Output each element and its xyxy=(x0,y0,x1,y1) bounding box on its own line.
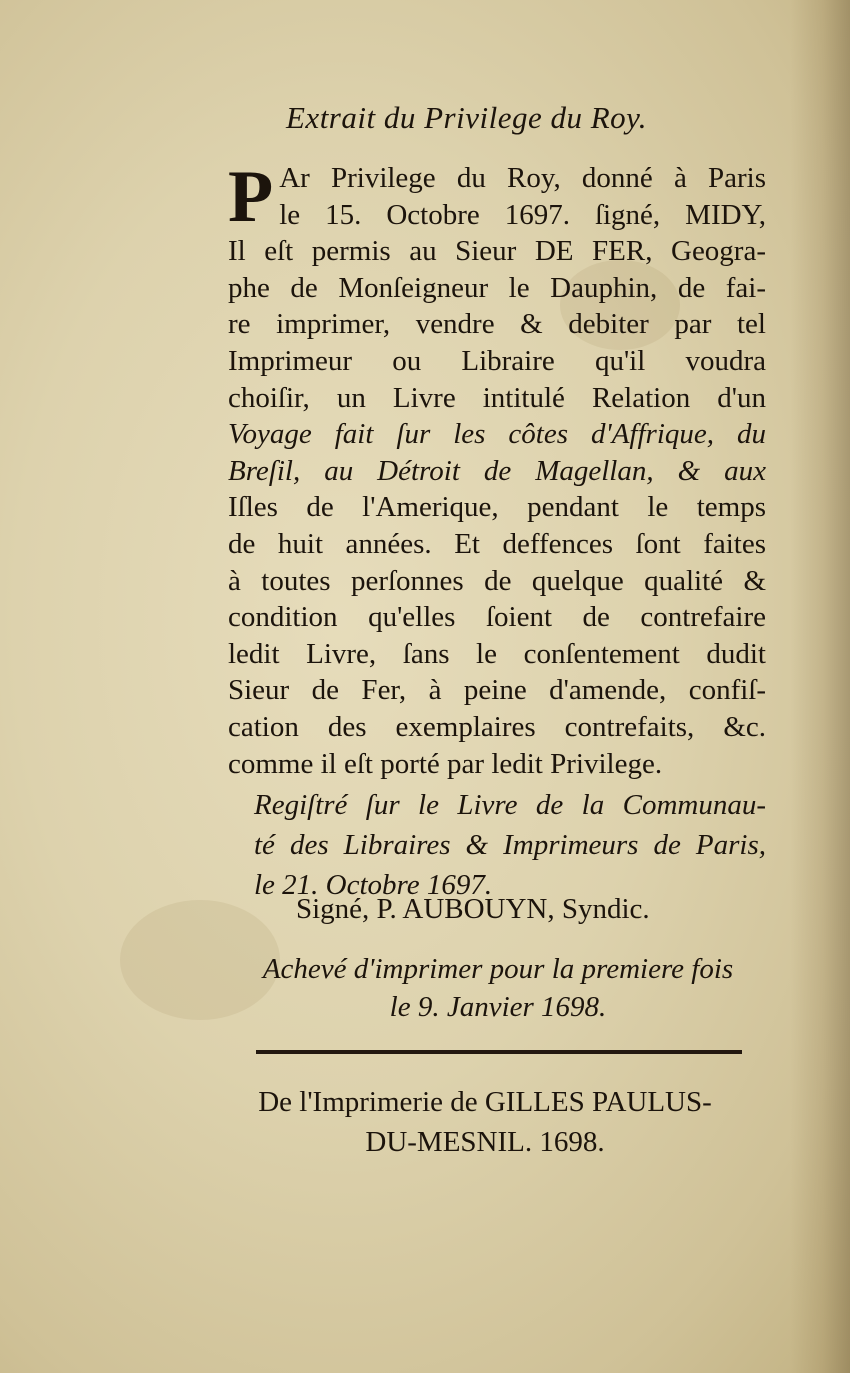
printing-completed-note xyxy=(228,950,768,1026)
privilege-line: comme il eſt porté par ledit Privilege. xyxy=(228,747,663,780)
imprint-line: De l'Imprimerie de GILLES PAULUS- xyxy=(258,1086,712,1118)
privilege-text xyxy=(228,156,766,782)
privilege-line: phe de Monſeigneur le Dauphin, de fai- xyxy=(228,271,766,304)
privilege-line: le 15. Octobre 1697. ſigné, MIDY, xyxy=(279,198,766,231)
privilege-line: Ar Privilege du Roy, donné à Paris xyxy=(279,162,766,194)
privilege-line: Voyage fait ſur les côtes d'Affrique, du xyxy=(228,418,766,451)
privilege-line: Iſles de l'Amerique, pendant le temps xyxy=(228,491,766,524)
registration-note xyxy=(254,785,766,905)
dropcap-letter: P xyxy=(228,156,274,238)
page-title: Extrait du Privilege du Roy. xyxy=(286,100,647,135)
privilege-line: re imprimer, vendre & debiter par tel xyxy=(228,308,766,341)
privilege-line: Sieur de Fer, à peine d'amende, confiſ- xyxy=(228,674,766,707)
page-edge-shadow xyxy=(790,0,850,1373)
privilege-line: condition qu'elles ſoient de contrefaire xyxy=(228,601,766,634)
acheve-line: Achevé d'imprimer pour la premiere fois xyxy=(262,953,734,985)
acheve-line: le 9. Janvier 1698. xyxy=(389,991,607,1023)
printer-imprint xyxy=(200,1082,770,1162)
privilege-line: Il eſt permis au Sieur DE FER, Geogra- xyxy=(228,235,766,268)
imprint-line: DU-MESNIL. 1698. xyxy=(365,1126,605,1158)
privilege-line: cation des exemplaires contrefaits, &c. xyxy=(228,710,766,743)
privilege-line: choiſir, un Livre intitulé Relation d'un xyxy=(228,381,766,414)
privilege-line: Imprimeur ou Libraire qu'il voudra xyxy=(228,344,766,377)
privilege-line: ledit Livre, ſans le conſentement dudit xyxy=(228,637,766,670)
privilege-line: Breſil, au Détroit de Magellan, & aux xyxy=(228,454,766,487)
registration-line: Regiſtré ſur le Livre de la Communau- xyxy=(254,789,766,821)
privilege-line: à toutes perſonnes de quelque qualité & xyxy=(228,564,766,597)
privilege-line: de huit années. Et deffences ſont faites xyxy=(228,527,766,560)
registration-line: le 21. Octobre 1697. xyxy=(254,869,493,901)
registration-line: té des Libraires & Imprimeurs de Paris, xyxy=(254,829,766,861)
horizontal-rule xyxy=(256,1050,742,1054)
signature-line: Signé, P. AUBOUYN, Syndic. xyxy=(296,893,650,925)
